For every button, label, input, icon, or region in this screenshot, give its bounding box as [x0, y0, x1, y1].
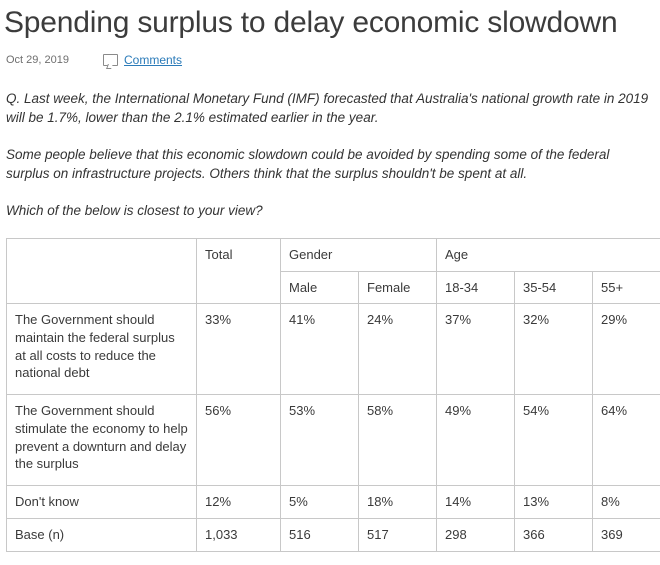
row-age-55plus: 8% [593, 486, 660, 519]
row-age-18-34: 14% [437, 486, 515, 519]
header-male: Male [281, 271, 359, 304]
row-label: Base (n) [7, 518, 197, 551]
table-header-group-row [7, 239, 660, 272]
header-age-55plus: 55+ [593, 271, 660, 304]
row-female: 18% [359, 486, 437, 519]
table-row [7, 518, 660, 551]
row-female: 517 [359, 518, 437, 551]
article-meta [6, 53, 654, 67]
article-page [0, 6, 660, 552]
row-label: The Government should maintain the federal surplus at all costs to reduce the national debt [7, 304, 197, 395]
row-total: 12% [197, 486, 281, 519]
row-label: The Government should stimulate the economy to help prevent a downturn and delay the surplus [7, 395, 197, 486]
header-age-35-54: 35-54 [515, 271, 593, 304]
question-paragraph-1: Q. Last week, the International Monetary Fund (IMF) forecasted that Australia's national growth rate in 2019 will be 1.7%, lower than the 2.1% estimated earlier in the year. [6, 89, 652, 128]
row-total: 56% [197, 395, 281, 486]
publish-date: Oct 29, 2019 [6, 54, 69, 66]
question-paragraph-2: Some people believe that this economic slowdown could be avoided by spending some of the federal surplus on infrastructure projects. Others think that the surplus shouldn't be spent at all. [6, 145, 652, 184]
row-female: 58% [359, 395, 437, 486]
row-age-35-54: 366 [515, 518, 593, 551]
header-age-18-34: 18-34 [437, 271, 515, 304]
row-male: 41% [281, 304, 359, 395]
row-age-35-54: 54% [515, 395, 593, 486]
row-male: 5% [281, 486, 359, 519]
row-age-18-34: 298 [437, 518, 515, 551]
table-row [7, 304, 660, 395]
row-age-55plus: 64% [593, 395, 660, 486]
row-female: 24% [359, 304, 437, 395]
row-label: Don't know [7, 486, 197, 519]
row-total: 33% [197, 304, 281, 395]
header-gender-group: Gender [281, 239, 437, 272]
page-title: Spending surplus to delay economic slowdown [4, 6, 654, 43]
poll-results-table [6, 238, 660, 551]
table-row [7, 395, 660, 486]
row-age-18-34: 49% [437, 395, 515, 486]
row-male: 516 [281, 518, 359, 551]
header-corner-blank [7, 239, 197, 304]
row-age-35-54: 32% [515, 304, 593, 395]
row-total: 1,033 [197, 518, 281, 551]
question-paragraph-3: Which of the below is closest to your view? [6, 201, 652, 221]
header-age-group: Age [437, 239, 660, 272]
row-male: 53% [281, 395, 359, 486]
table-row [7, 486, 660, 519]
header-total: Total [197, 239, 281, 304]
row-age-55plus: 29% [593, 304, 660, 395]
comments-link[interactable]: Comments [124, 53, 182, 67]
row-age-55plus: 369 [593, 518, 660, 551]
row-age-18-34: 37% [437, 304, 515, 395]
header-female: Female [359, 271, 437, 304]
comment-bubble-icon [103, 54, 118, 66]
row-age-35-54: 13% [515, 486, 593, 519]
